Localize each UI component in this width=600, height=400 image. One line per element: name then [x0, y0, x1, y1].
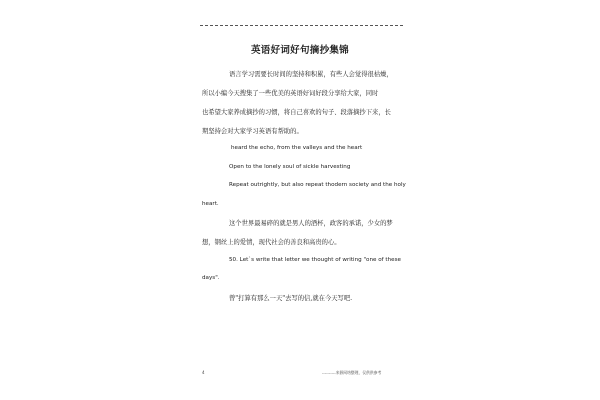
intro-line-1: 语言学习需要长时间的坚持和积累，有些人会觉得很枯燥， [229, 71, 393, 78]
quote-50-line-2: days". [202, 275, 220, 281]
quote-repeat-line-1: Repeat outrightly, but also repeat thodern society and the holy [229, 182, 406, 188]
quote-50-line-1: 50. Let`s write that letter we thought of writing "one of these [229, 257, 401, 263]
intro-line-3: 也希望大家养成摘抄的习惯，将自己喜欢的句子、段落摘抄下来，长 [202, 109, 391, 116]
cn-sentence-line-1: 这个世界最易碎的就是男人的酒杯，政客的承诺，少女的梦 [229, 220, 393, 227]
header-dashed-rule [200, 25, 403, 26]
intro-line-4: 期坚持会对大家学习英语有帮助的。 [202, 128, 303, 135]
cn-sentence-line-2: 想，钢丝上的爱情，现代社会的善良和高贵的心。 [202, 239, 341, 246]
quote-echo: heard the echo, from the valleys and the heart [231, 145, 363, 151]
cn-translation: 曾"打算有那么一天"去写的信,就在今天写吧. [229, 295, 353, 302]
intro-line-2: 所以小编今天搜集了一些优美的英语好词好段分享给大家，同时 [202, 90, 379, 97]
page-number: 4 [202, 370, 205, 375]
quote-sickle: Open to the lonely soul of sickle harvesting [229, 164, 351, 170]
quote-repeat-line-2: heart. [202, 201, 219, 207]
footer-note: ----------来源网络整理，仅供供参考 [322, 370, 382, 375]
document-title: 英语好词好句摘抄集锦 [250, 45, 349, 56]
